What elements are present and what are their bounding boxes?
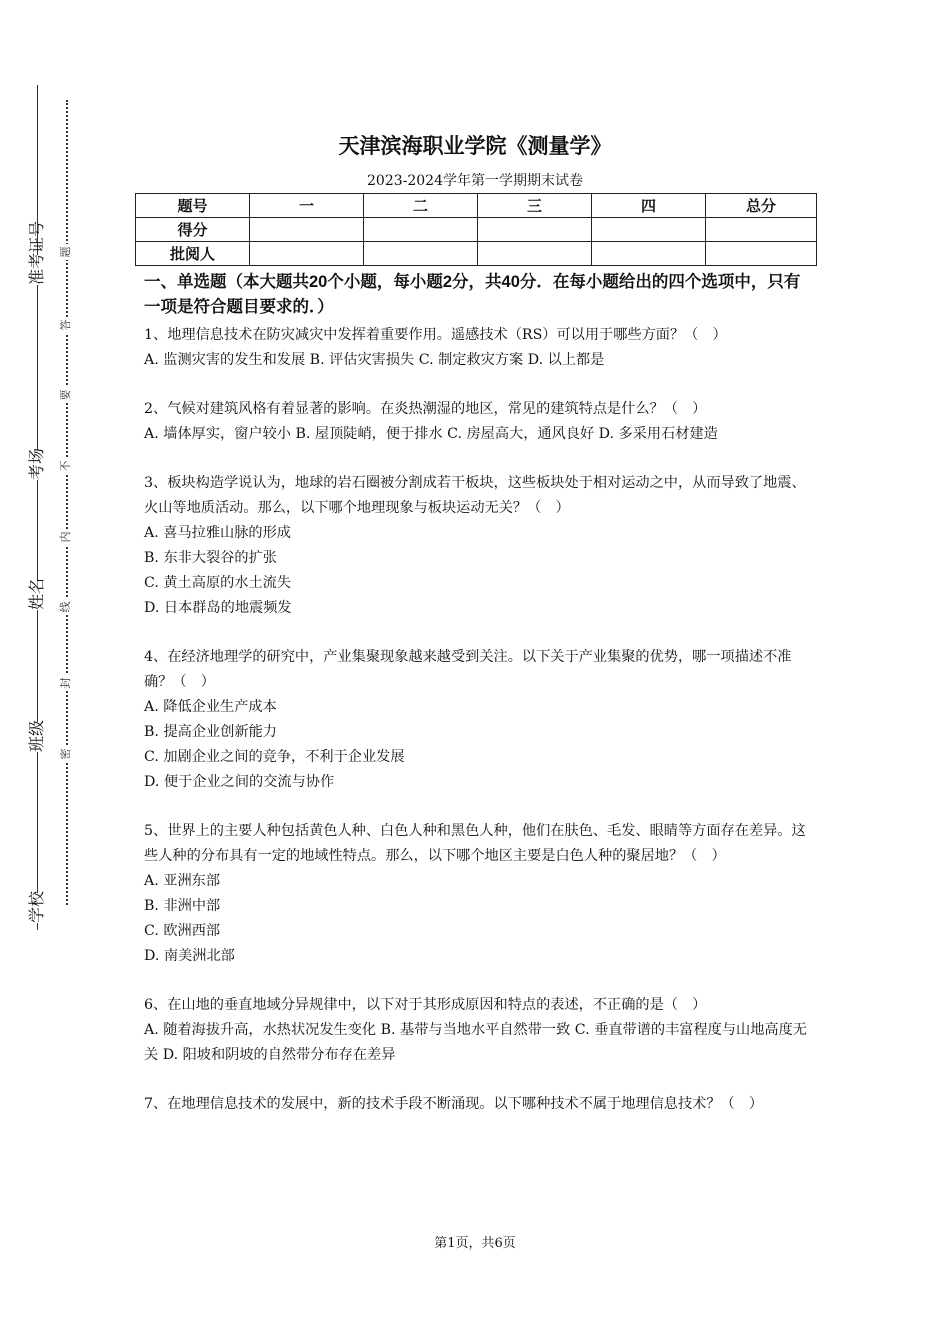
exam-title: 天津滨海职业学院《测量学》 <box>338 135 612 158</box>
question-section <box>144 270 814 1141</box>
question-stem: 6、在山地的垂直地域分异规律中，以下对于其形成原因和特点的表述，不正确的是（ ） <box>144 997 707 1013</box>
score-table-header-row <box>136 194 817 218</box>
binding-margin <box>0 0 110 1344</box>
reviewer-row <box>136 242 817 266</box>
question-option: A. 喜马拉雅山脉的形成 <box>144 525 291 541</box>
reviewer-cell[interactable] <box>364 242 478 266</box>
reviewer-cell[interactable] <box>478 242 592 266</box>
score-table <box>135 193 817 266</box>
seal-char: 封 <box>59 675 73 691</box>
seal-char: 密 <box>59 746 73 762</box>
row-label: 批阅人 <box>136 242 250 266</box>
question-5 <box>144 819 814 969</box>
question-stem: 3、板块构造学说认为，地球的岩石圈被分割成若干板块，这些板块处于相对运动之中，从而导致了地震、火山等地质活动。那么，以下哪个地理现象与板块运动无关？（ ） <box>144 475 806 516</box>
question-option: A. 降低企业生产成本 <box>144 699 277 715</box>
header-cell: 题号 <box>136 194 250 218</box>
question-1 <box>144 323 814 373</box>
score-cell[interactable] <box>250 218 364 242</box>
question-option: D. 便于企业之间的交流与协作 <box>144 774 335 790</box>
header-cell: 总分 <box>706 194 817 218</box>
question-option: A. 监测灾害的发生和发展 B. 评估灾害损失 C. 制定救灾方案 D. 以上都是 <box>144 352 605 368</box>
question-3 <box>144 471 814 621</box>
question-stem: 7、在地理信息技术的发展中，新的技术手段不断涌现。以下哪种技术不属于地理信息技术？（ ） <box>144 1096 764 1112</box>
seal-char: 要 <box>59 387 73 403</box>
question-stem: 1、地理信息技术在防灾减灾中发挥着重要作用。遥感技术（RS）可以用于哪些方面？（ ） <box>144 327 727 343</box>
score-cell[interactable] <box>364 218 478 242</box>
score-cell[interactable] <box>592 218 706 242</box>
question-option: D. 日本群岛的地震频发 <box>144 600 292 616</box>
page-footer: 第1页，共6页 <box>434 1236 516 1251</box>
reviewer-cell[interactable] <box>250 242 364 266</box>
header-cell: 三 <box>478 194 592 218</box>
question-4 <box>144 645 814 795</box>
question-stem: 2、气候对建筑风格有着显著的影响。在炎热潮湿的地区，常见的建筑特点是什么？（ ） <box>144 401 707 417</box>
question-option: D. 南美洲北部 <box>144 948 235 964</box>
binding-dotted-line <box>66 100 68 905</box>
school-label: 学校 <box>22 893 52 923</box>
question-option: A. 亚洲东部 <box>144 873 221 889</box>
seal-char: 答 <box>59 317 73 333</box>
binding-solid-line <box>37 85 38 930</box>
question-2 <box>144 397 814 447</box>
question-option: B. 提高企业创新能力 <box>144 724 277 740</box>
score-cell[interactable] <box>706 218 817 242</box>
name-label: 姓名 <box>22 580 52 610</box>
exam-room-label: 考场 <box>22 450 52 480</box>
question-option: B. 非洲中部 <box>144 898 221 914</box>
exam-subtitle: 2023-2024学年第一学期期末试卷 <box>367 173 583 189</box>
question-stem: 4、在经济地理学的研究中，产业集聚现象越来越受到关注。以下关于产业集聚的优势，哪一项描述不准确？（ ） <box>144 649 792 690</box>
score-cell[interactable] <box>478 218 592 242</box>
question-option: B. 东非大裂谷的扩张 <box>144 550 277 566</box>
question-7 <box>144 1092 814 1117</box>
question-option: C. 欧洲西部 <box>144 923 221 939</box>
seal-char: 不 <box>59 458 73 474</box>
row-label: 得分 <box>136 218 250 242</box>
seal-char: 内 <box>59 529 73 545</box>
question-stem: 5、世界上的主要人种包括黄色人种、白色人种和黑色人种，他们在肤色、毛发、眼睛等方面存在差异。这些人种的分布具有一定的地域性特点。那么，以下哪个地区主要是白色人种的聚居地？（ ） <box>144 823 806 864</box>
section-heading: 一、单选题（本大题共20个小题，每小题2分，共40分．在每小题给出的四个选项中，只有一项是符合题目要求的．） <box>144 273 801 316</box>
question-option: C. 黄土高原的水土流失 <box>144 575 292 591</box>
header-cell: 二 <box>364 194 478 218</box>
reviewer-cell[interactable] <box>706 242 817 266</box>
exam-number-label: 准考证号 <box>22 255 52 285</box>
header-cell: 一 <box>250 194 364 218</box>
question-6 <box>144 993 814 1068</box>
reviewer-cell[interactable] <box>592 242 706 266</box>
score-row <box>136 218 817 242</box>
class-label: 班级 <box>22 722 52 752</box>
question-option: C. 加剧企业之间的竞争，不利于企业发展 <box>144 749 405 765</box>
header-cell: 四 <box>592 194 706 218</box>
seal-char: 题 <box>59 244 73 260</box>
seal-char: 线 <box>59 599 73 615</box>
question-option: A. 随着海拔升高，水热状况发生变化 B. 基带与当地水平自然带一致 C. 垂直带谱的丰富程度与山地高度无关 D. 阳坡和阴坡的自然带分布存在差异 <box>144 1022 807 1063</box>
question-option: A. 墙体厚实，窗户较小 B. 屋顶陡峭，便于排水 C. 房屋高大，通风良好 D. 多采用石材建造 <box>144 426 718 442</box>
